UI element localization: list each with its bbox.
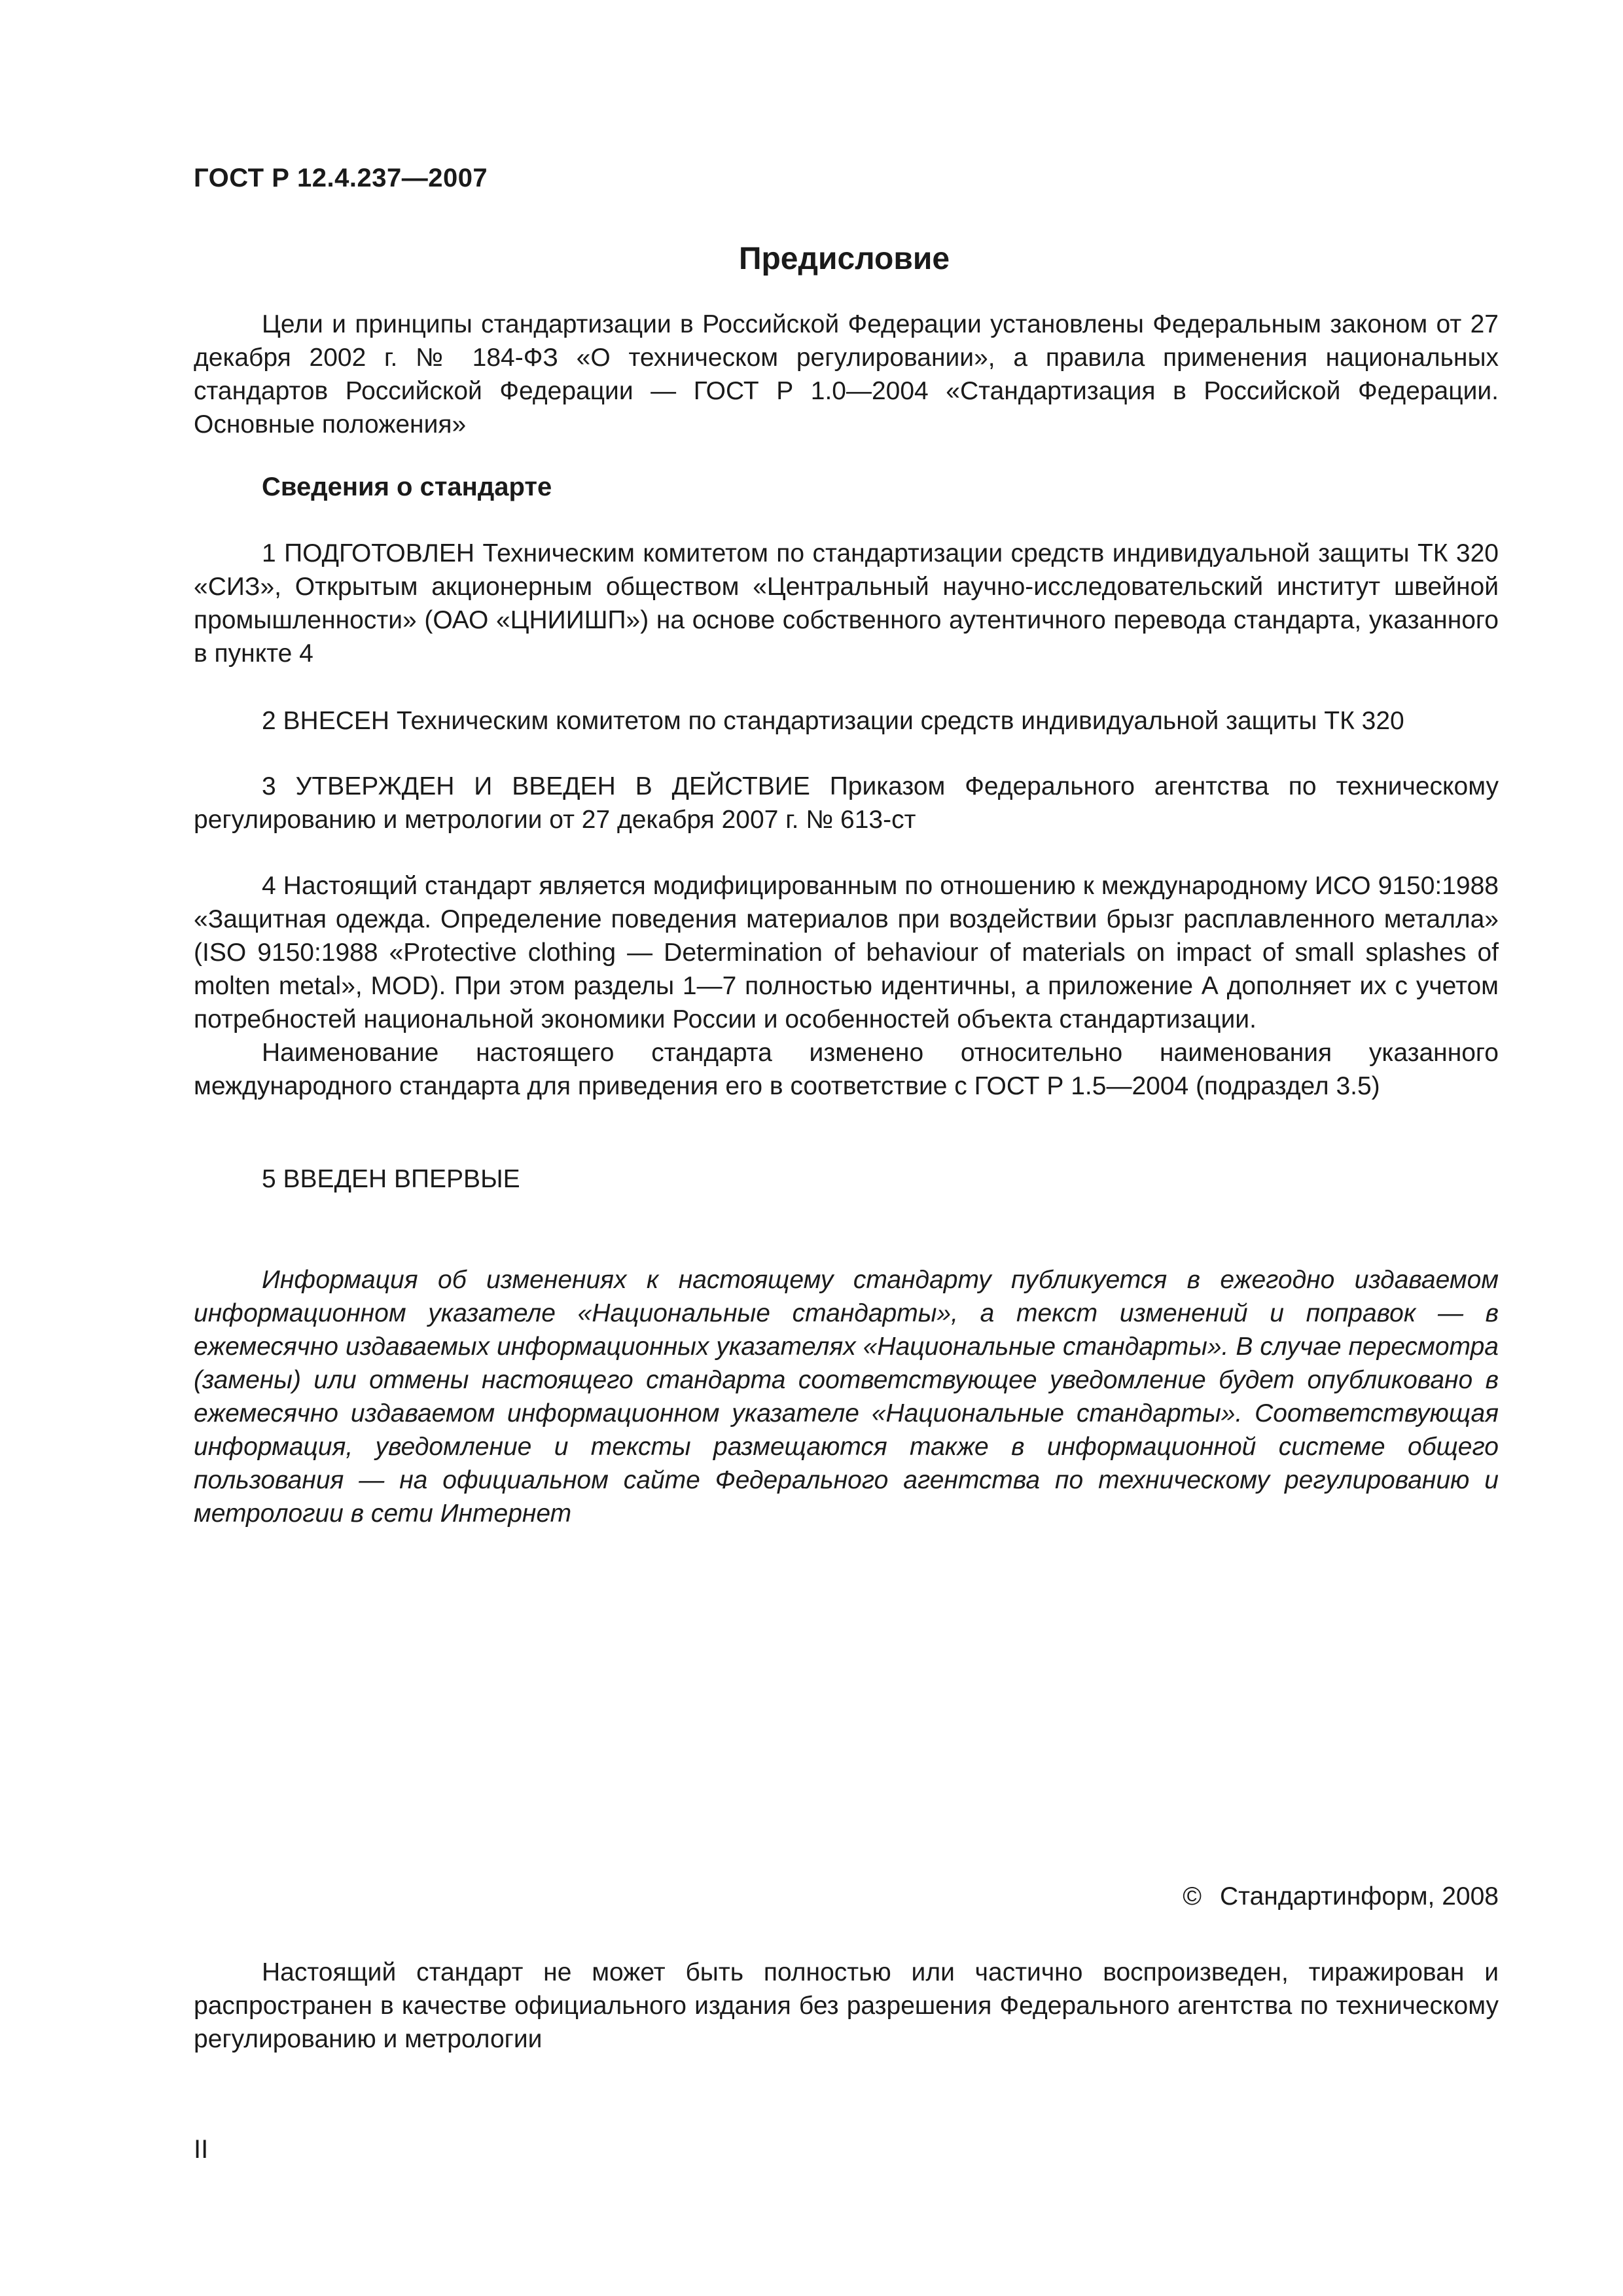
intro-paragraph-block [194, 308, 1499, 441]
item-1-block [194, 537, 1499, 670]
item-5-block [194, 1162, 1499, 1196]
page-title: Предисловие [738, 242, 950, 276]
standard-code-header: ГОСТ Р 12.4.237—2007 [194, 164, 488, 192]
info-notice-block [194, 1263, 1499, 1530]
reproduction-notice-block [194, 1956, 1499, 2056]
intro-paragraph: Цели и принципы стандартизации в Российской Федерации установлены Федеральным законом от 27 декабря 2002 г. № 184-ФЗ «О техническом регулировании», а правила применения национальных стандартов Российской Федерации — ГОСТ Р 1.0—2004 «Стандартизация в Российской Федерации. Основные положения» [194, 310, 1499, 439]
copyright-icon: © [1183, 1882, 1202, 1910]
page-number: II [194, 2135, 209, 2164]
section-heading: Сведения о стандарте [262, 473, 552, 501]
list-item: 1 ПОДГОТОВЛЕН Техническим комитетом по стандартизации средств индивидуальной защиты ТК 320 «СИЗ», Открытым акционерным обществом «Центральный научно-исследовательский институт швейной промышленности» (ОАО «ЦНИИШП») на основе собственного аутентичного перевода стандарта, указанного в пункте 4 [194, 539, 1499, 668]
copyright-line [1183, 1882, 1499, 1911]
copyright-text: Стандартинформ, 2008 [1220, 1882, 1499, 1910]
reproduction-notice: Настоящий стандарт не может быть полностью или частично воспроизведен, тиражирован и распространен в качестве официального издания без разрешения Федерального агентства по техническому регулированию и метрологии [194, 1958, 1499, 2053]
item-3-block [194, 770, 1499, 836]
item-4-block [194, 869, 1499, 1103]
list-item: 3 УТВЕРЖДЕН И ВВЕДЕН В ДЕЙСТВИЕ Приказом Федерального агентства по техническому регулированию и метрологии от 27 декабря 2007 г. № 613-ст [194, 772, 1499, 834]
list-item: 2 ВНЕСЕН Техническим комитетом по стандартизации средств индивидуальной защиты ТК 320 [262, 707, 1404, 735]
item-2-block [194, 704, 1499, 738]
info-notice: Информация об изменениях к настоящему стандарту публикуется в ежегодно издаваемом информационном указателе «Национальные стандарты», а текст изменений и поправок — в ежемесячно издаваемых информационных указателях «Национальные стандарты». В случае пересмотра (замены) или отмены настоящего стандарта соответствующее уведомление будет опубликовано в ежемесячно издаваемом информационном указателе «Национальные стандарты». Соответствующая информация, уведомление и тексты размещаются также в информационной системе общего пользования — на официальном сайте Федерального агентства по техническому регулированию и метрологии в сети Интернет [194, 1266, 1499, 1528]
list-item: Наименование настоящего стандарта изменено относительно наименования указанного международного стандарта для приведения его в соответствие с ГОСТ Р 1.5—2004 (подраздел 3.5) [194, 1039, 1499, 1100]
list-item: 4 Настоящий стандарт является модифицированным по отношению к международному ИСО 9150:1988 «Защитная одежда. Определение поведения материалов при воздействии брызг расплавленного металла» (ISO 9150:1988 «Protective clothing — Determination of behaviour of materials on impact of small splashes of molten metal», MOD). При этом разделы 1—7 полностью идентичны, а приложение А дополняет их с учетом потребностей национальной экономики России и особенностей объекта стандартизации. [194, 872, 1499, 1033]
list-item: 5 ВВЕДЕН ВПЕРВЫЕ [262, 1165, 520, 1193]
